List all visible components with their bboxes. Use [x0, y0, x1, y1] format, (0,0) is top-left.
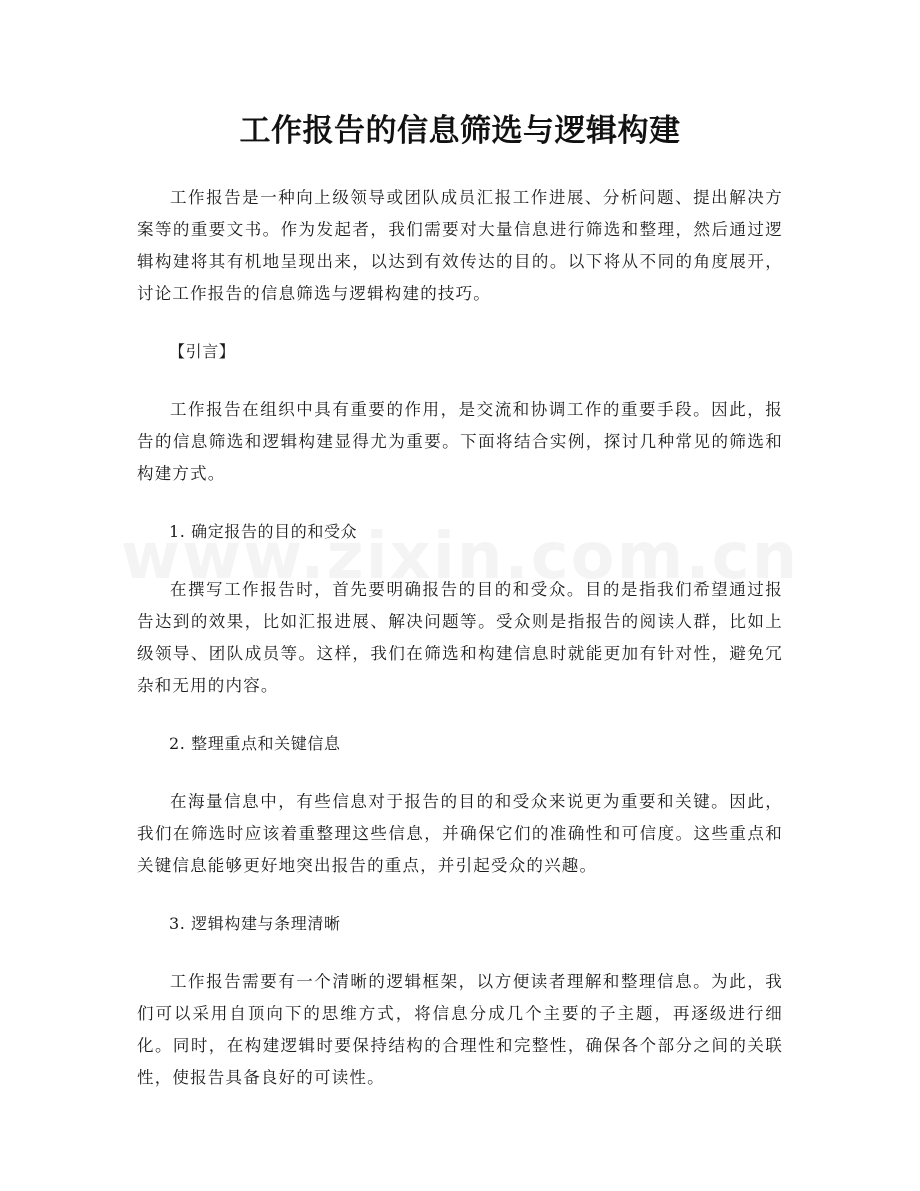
section-heading-1: 1. 确定报告的目的和受众	[169, 522, 358, 541]
section-1-paragraph: 在撰写工作报告时，首先要明确报告的目的和受众。目的是指我们希望通过报告达到的效果，比如汇报进展、解决问题等。受众则是指报告的阅读人群，比如上级领导、团队成员等。这样，我们在筛选和构建信息时就能更加有针对性，避免冗杂和无用的内容。	[137, 580, 783, 695]
document-body	[137, 182, 783, 1094]
section-heading-introduction: 【引言】	[169, 342, 236, 361]
document-title: 工作报告的信息筛选与逻辑构建	[239, 113, 681, 149]
introduction-paragraph: 工作报告在组织中具有重要的作用，是交流和协调工作的重要手段。因此，报告的信息筛选和逻辑构建显得尤为重要。下面将结合实例，探讨几种常见的筛选和构建方式。	[137, 400, 783, 483]
section-3-paragraph: 工作报告需要有一个清晰的逻辑框架，以方便读者理解和整理信息。为此，我们可以采用自顶向下的思维方式，将信息分成几个主要的子主题，再逐级进行细化。同时，在构建逻辑时要保持结构的合理性和完整性，确保各个部分之间的关联性，使报告具备良好的可读性。	[137, 972, 783, 1087]
section-2-paragraph: 在海量信息中，有些信息对于报告的目的和受众来说更为重要和关键。因此，我们在筛选时应该着重整理这些信息，并确保它们的准确性和可信度。这些重点和关键信息能够更好地突出报告的重点，并引起受众的兴趣。	[137, 792, 783, 875]
section-heading-3: 3. 逻辑构建与条理清晰	[169, 914, 341, 933]
section-heading-2: 2. 整理重点和关键信息	[169, 734, 341, 753]
intro-paragraph: 工作报告是一种向上级领导或团队成员汇报工作进展、分析问题、提出解决方案等的重要文书。作为发起者，我们需要对大量信息进行筛选和整理，然后通过逻辑构建将其有机地呈现出来，以达到有效传达的目的。以下将从不同的角度展开，讨论工作报告的信息筛选与逻辑构建的技巧。	[137, 188, 783, 303]
